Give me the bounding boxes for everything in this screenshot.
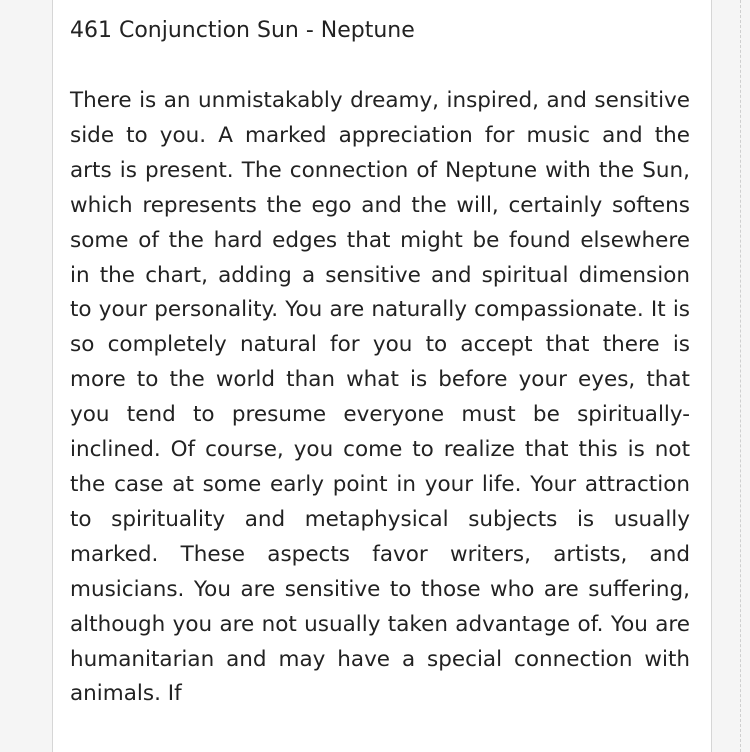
aspect-description: There is an unmistakably dreamy, inspired, and sensitive side to you. A marked appreciation for music and the arts is present. The connection of Neptune with the Sun, which represents the ego and the will, certainly softens some of the hard edges that might be found elsewhere in the chart, adding a sensitive and spiritual dimension to your personality. You are naturally compassionate. It is so completely natural for you to accept that there is more to the world than what is before your eyes, that you tend to presume everyone must be spiritually-inclined. Of course, you come to realize that this is not the case at some early point in your life. Your attraction to spirituality and metaphysical subjects is usually marked. These aspects favor writers, artists, and musicians. You are sensitive to those who are suffering, although you are not usually taken advantage of. You are humanitarian and may have a special connection with animals. If [70, 88, 690, 707]
aspect-heading: 461 Conjunction Sun - Neptune [70, 18, 415, 43]
scroll-edge-divider [740, 0, 741, 752]
